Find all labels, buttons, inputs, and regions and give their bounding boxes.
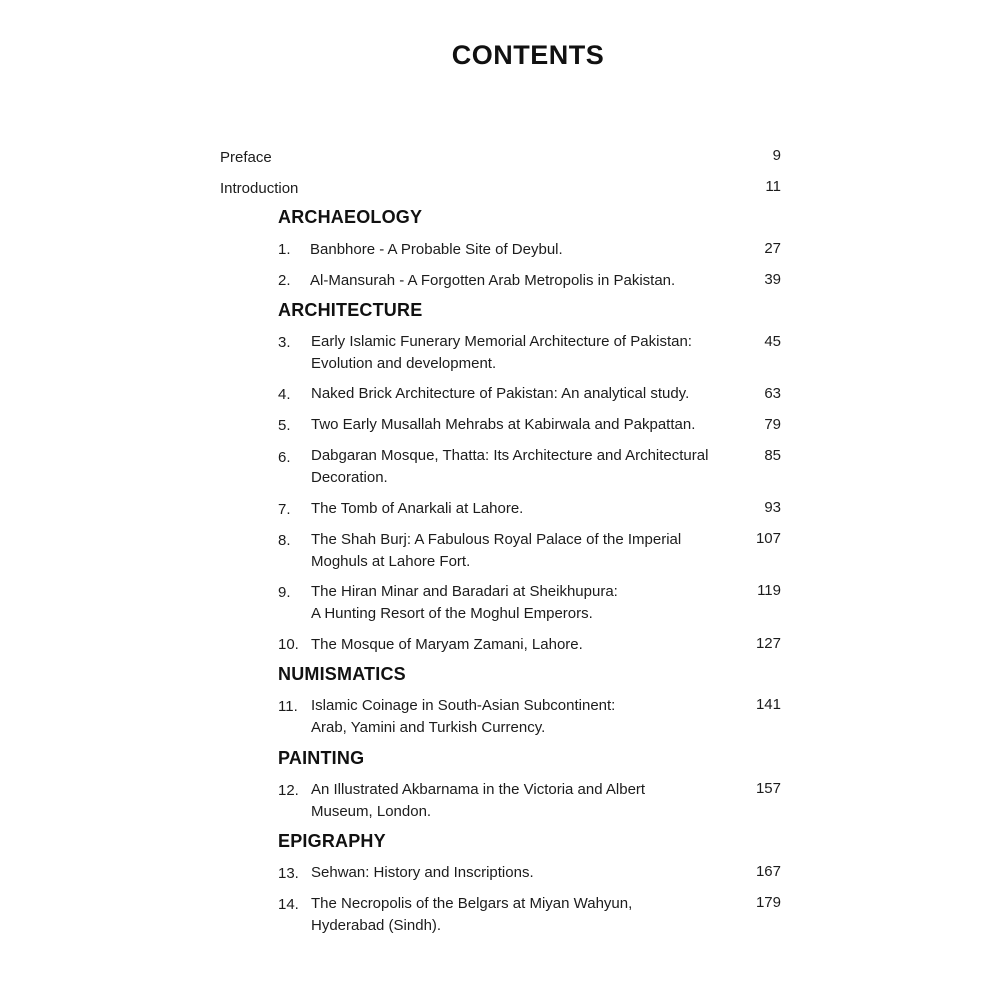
toc-entry-number: 5. [278, 417, 291, 434]
toc-entry-title-continued: Evolution and development. [311, 355, 497, 372]
toc-entry-title-continued: Hyderabad (Sindh). [311, 917, 442, 934]
toc-page-number: 11 [765, 178, 781, 195]
toc-entry-number: 9. [278, 584, 291, 601]
toc-page-number: 39 [764, 271, 781, 288]
toc-entry-number: 10. [278, 636, 299, 653]
toc-entry-number: 14. [278, 896, 299, 913]
section-heading-archaeology: ARCHAEOLOGY [278, 207, 423, 227]
toc-entry-title: The Tomb of Anarkali at Lahore. [311, 500, 524, 517]
toc-page-number: 157 [755, 780, 781, 797]
toc-page-number: 179 [755, 894, 781, 911]
toc-page-number: 27 [764, 240, 781, 257]
toc-entry-label: Introduction [220, 180, 299, 197]
toc-entry-title: The Necropolis of the Belgars at Miyan Wahyun, [311, 895, 633, 912]
toc-entry-title-continued: Moghuls at Lahore Fort. [311, 553, 471, 570]
toc-entry-number: 8. [278, 532, 291, 549]
toc-page-number: 167 [755, 863, 781, 880]
toc-entry-title: Islamic Coinage in South-Asian Subcontinent: [311, 697, 616, 714]
toc-entry-title: An Illustrated Akbarnama in the Victoria and Albert [311, 781, 646, 798]
toc-entry-number: 6. [278, 449, 291, 466]
toc-entry-number: 11. [278, 698, 298, 715]
toc-page-number: 9 [772, 147, 781, 164]
toc-entry-number: 13. [278, 865, 299, 882]
toc-entry-title: Sehwan: History and Inscriptions. [311, 864, 534, 881]
toc-entry-number: 4. [278, 386, 291, 403]
toc-entry-title: The Shah Burj: A Fabulous Royal Palace of the Imperial [311, 531, 682, 548]
toc-entry-title: Naked Brick Architecture of Pakistan: An analytical study. [311, 385, 690, 402]
toc-page-number: 119 [757, 582, 781, 599]
toc-entry-label: Preface [220, 149, 272, 166]
toc-entry-title: Two Early Musallah Mehrabs at Kabirwala and Pakpattan. [311, 416, 696, 433]
toc-entry-title: Early Islamic Funerary Memorial Architecture of Pakistan: [311, 333, 692, 350]
toc-entry-number: 1. [278, 241, 291, 258]
toc-entry-title-continued: Decoration. [311, 469, 388, 486]
toc-page-number: 127 [755, 635, 781, 652]
section-heading-epigraphy: EPIGRAPHY [278, 831, 386, 851]
section-heading-numismatics: NUMISMATICS [278, 664, 406, 684]
toc-entry-title: Al-Mansurah - A Forgotten Arab Metropolis in Pakistan. [310, 272, 676, 289]
toc-entry-title-continued: Arab, Yamini and Turkish Currency. [311, 719, 546, 736]
toc-entry-number: 2. [278, 272, 291, 289]
toc-entry-title-continued: A Hunting Resort of the Moghul Emperors. [311, 605, 593, 622]
toc-entry-title: Banbhore - A Probable Site of Deybul. [310, 241, 563, 258]
toc-page-number: 85 [764, 447, 781, 464]
toc-page-number: 63 [764, 385, 781, 402]
toc-entry-number: 7. [278, 501, 291, 518]
toc-entry-title: The Hiran Minar and Baradari at Sheikhupura: [311, 583, 618, 600]
section-heading-painting: PAINTING [278, 748, 365, 768]
toc-page-number: 107 [755, 530, 781, 547]
toc-entry-title: Dabgaran Mosque, Thatta: Its Architecture and Architectural [311, 447, 709, 464]
toc-entry-number: 3. [278, 334, 291, 351]
toc-entry-title-continued: Museum, London. [311, 803, 432, 820]
section-heading-architecture: ARCHITECTURE [278, 300, 423, 320]
toc-entry-title: The Mosque of Maryam Zamani, Lahore. [311, 636, 583, 653]
toc-page-number: 45 [764, 333, 781, 350]
toc-page-number: 141 [755, 696, 781, 713]
toc-page-number: 93 [764, 499, 781, 516]
page-title: CONTENTS [451, 40, 605, 70]
toc-page-number: 79 [764, 416, 781, 433]
toc-entry-number: 12. [278, 782, 299, 799]
